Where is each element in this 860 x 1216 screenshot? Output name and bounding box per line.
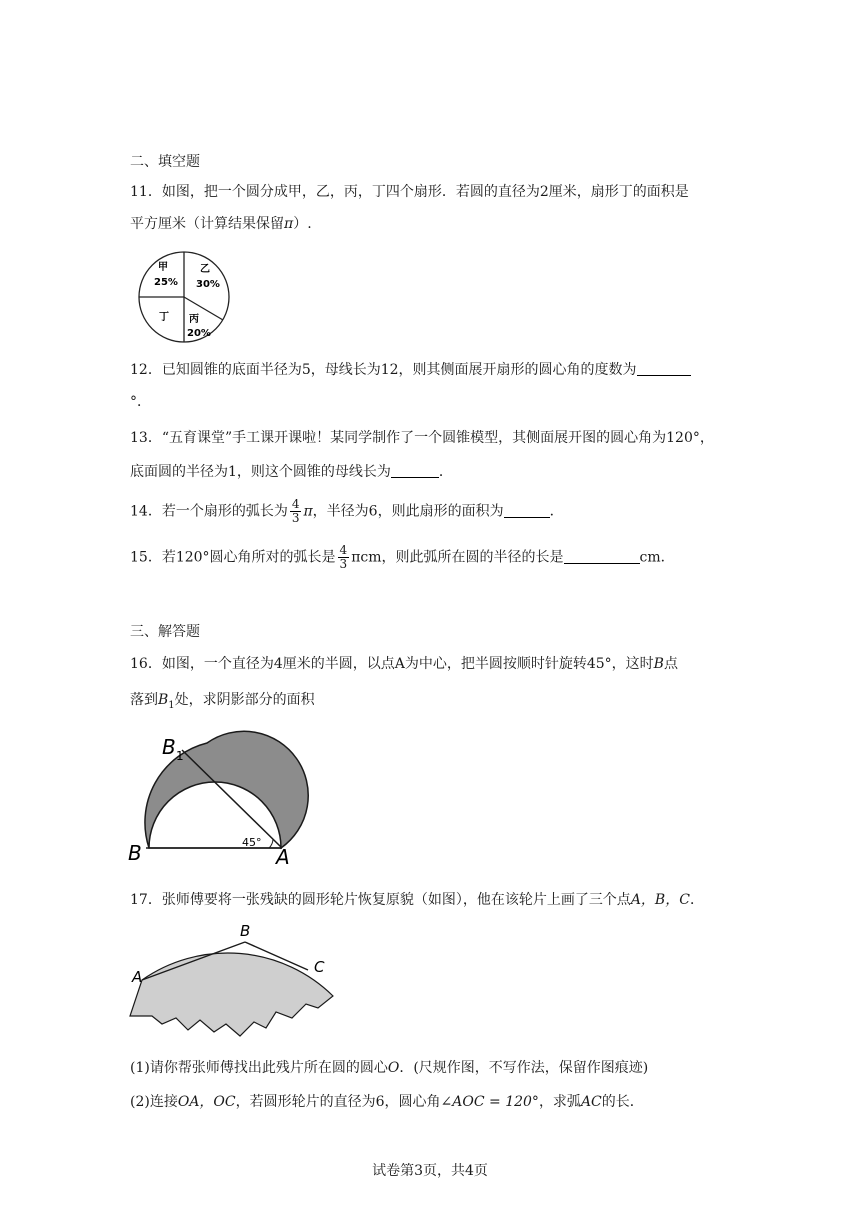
q15-frac-den: 3 (339, 557, 348, 571)
q11-line1: 11．如图，把一个圆分成甲，乙，丙，丁四个扇形．若圆的直径为2厘米，扇形丁的面积是 (130, 184, 689, 200)
q17-wheel-fragment-figure (128, 920, 338, 1040)
q17-label-c: C (314, 958, 325, 976)
q16-label-a: A (276, 845, 290, 869)
q12-blank[interactable] (637, 361, 691, 376)
q15-frac-num: 4 (339, 543, 348, 557)
q13-line2-post: ． (438, 464, 453, 480)
q17-sub2-ac: AC (580, 1094, 602, 1110)
q17-points: A，B，C (630, 892, 690, 908)
q14-frac-num: 4 (291, 497, 300, 511)
q14-pi: π (303, 503, 313, 520)
q17-sub2-mid: ，若圆形轮片的直径为6，圆心角 (235, 1094, 441, 1110)
q17-line1-text: 17．张师傅要将一张残缺的圆形轮片恢复原貌（如图），他在该轮片上画了三个点 (130, 892, 631, 908)
pie-label-jia: 甲 (158, 262, 168, 273)
q17-sub2-mid2: ，求弧 (538, 1094, 581, 1110)
q15-mid: ，则此弧所在圆的半径的长是 (381, 549, 564, 566)
pie-label-yi: 乙 (200, 264, 210, 275)
q12-line2: °． (130, 394, 151, 410)
q17-sub2 (130, 1092, 644, 1112)
q17-label-a: A (132, 968, 143, 986)
q17-sub2-post: 的长． (601, 1094, 644, 1110)
q14-pre: 14．若一个扇形的弧长为 (130, 503, 288, 520)
q17-sub1-pre: (1)请你帮张师傅找出此残片所在圆的圆心 (130, 1060, 388, 1076)
q13-line2 (130, 462, 453, 482)
q15-line (130, 544, 675, 571)
q15-blank[interactable] (564, 549, 640, 564)
q16-point-b1-sub: 1 (168, 699, 175, 711)
q11-pie-figure (132, 250, 242, 350)
q16-line2 (130, 690, 315, 716)
q11-line2 (130, 214, 312, 234)
pie-label-bing-pct: 20% (187, 328, 211, 339)
q14-post: ． (549, 503, 564, 520)
q16-line1-post: 点 (663, 656, 678, 672)
pie-label-jia-pct: 25% (154, 277, 178, 288)
q15-unit2: cm． (639, 549, 675, 566)
q13-line2-pre: 底面圆的半径为1，则这个圆锥的母线长为 (130, 464, 391, 480)
q17-line1-post: ． (689, 892, 704, 908)
q17-sub1-o: O (387, 1060, 400, 1076)
q14-frac-den: 3 (291, 511, 300, 525)
q15-pre: 15．若120°圆心角所对的弧长是 (130, 549, 336, 566)
q17-label-b: B (240, 922, 251, 940)
q16-label-angle: 45° (242, 836, 262, 849)
q16-label-b1-sub: 1 (176, 749, 184, 763)
q11-pi: π (284, 216, 294, 232)
q14-line (130, 498, 564, 525)
q17-sub1-post: ．(尺规作图，不写作法，保留作图痕迹) (399, 1060, 649, 1076)
q12-text: 12．已知圆锥的底面半径为5，母线长为12，则其侧面展开扇形的圆心角的度数为 (130, 362, 637, 378)
q16-rotation-figure (126, 730, 316, 870)
section-title-solve: 三、解答题 (130, 624, 200, 640)
q16-line1 (130, 654, 678, 674)
q16-label-b1: B (162, 735, 176, 759)
q17-line1 (130, 890, 704, 910)
pie-label-ding: 丁 (159, 312, 169, 323)
q17-sub2-oa: OA，OC (177, 1094, 236, 1110)
q16-point-b1: B (158, 692, 169, 708)
q16-line1-text: 16．如图，一个直径为4厘米的半圆，以点A为中心，把半圆按顺时针旋转45°，这时 (130, 656, 654, 672)
q12-line1 (130, 360, 691, 380)
section-title-fill-blank: 二、填空题 (130, 154, 200, 170)
q14-fraction (290, 498, 302, 525)
pie-label-bing: 丙 (189, 314, 199, 325)
q11-line2-post: ）. (293, 216, 312, 232)
page-footer: 试卷第3页，共4页 (372, 1163, 488, 1179)
q13-blank[interactable] (391, 463, 439, 478)
q16-label-b: B (128, 841, 142, 865)
q16-point-b: B (653, 656, 664, 672)
q17-sub2-angle: ∠AOC = 120° (440, 1094, 539, 1110)
q11-line2-pre: 平方厘米（计算结果保留 (130, 216, 284, 232)
q14-mid: ，半径为6，则此扇形的面积为 (312, 503, 504, 520)
q14-blank[interactable] (504, 503, 550, 518)
q16-line2-pre: 落到 (130, 692, 158, 708)
q17-sub2-pre: (2)连接 (130, 1094, 178, 1110)
q13-line1: 13．“五育课堂”手工课开课啦！某同学制作了一个圆锥模型，其侧面展开图的圆心角为120°， (130, 430, 714, 446)
q15-fraction (338, 544, 350, 571)
q16-line2-post: 处，求阴影部分的面积 (174, 692, 315, 708)
pie-label-yi-pct: 30% (196, 279, 220, 290)
q15-unit1: πcm (351, 549, 382, 566)
q17-sub1 (130, 1058, 648, 1078)
